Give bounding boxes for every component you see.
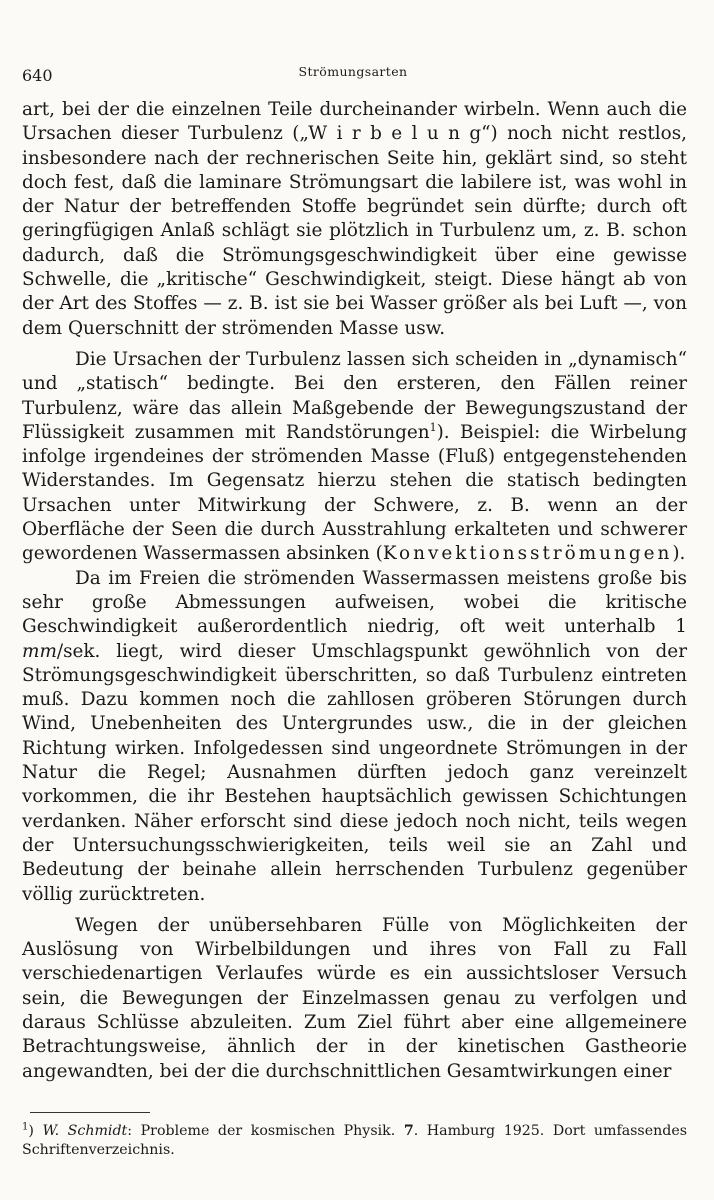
footnote-volume: 7 [403, 1123, 414, 1139]
paragraph-4: Wegen der unübersehbaren Fülle von Möglichkeiten der Auslösung von Wirbelbildungen und ihres von Fall zu Fall verschiedenartigen Verlaufes würde es ein aussichtsloser Versuch sein, die Bewegungen der Einzelmassen genau zu verfolgen und daraus Schlüsse abzuleiten. Zum Ziel führt aber eine allgemeinere Betrachtungsweise, ähnlich der in der kinetischen Gastheorie angewandten, bei der die durchschnittlichen Gesamtwirkungen einer [22, 914, 687, 1082]
paragraph-1: art, bei der die einzelnen Teile durcheinander wirbeln. Wenn auch die Ursachen dieser Turbulenz („W i r b e l u n g“) noch nicht restlos, insbesondere nach der rechnerischen Seite hin, geklärt sind, so steht doch fest, daß die laminare Strömungsart die labilere ist, was wohl in der Natur der betreffenden Stoffe begründet sein dürfte; durch oft geringfügigen Anlaß schlägt sie plötzlich in Turbulenz um, z. B. schon dadurch, daß die Strömungsgeschwindigkeit über eine gewisse Schwelle, die „kritische“ Geschwindigkeit, steigt. Diese hängt ab von der Art des Stoffes — z. B. ist sie bei Wasser größer als bei Luft —, von dem Querschnitt der strömenden Masse usw. [22, 99, 687, 339]
paragraph-2 [22, 348, 687, 567]
page-header [22, 60, 684, 86]
footnote-mark: 1 [22, 1121, 29, 1133]
paragraph-3-text-b: /sek. liegt, wird dieser Umschlagspunkt gewöhnlich von der Strömungsgeschwindigkeit überschritten, so daß Turbulenz eintreten muß. Dazu kommen noch die zahllosen gröberen Störungen durch Wind, Unebenheiten des Untergrundes usw., die in der gleichen Richtung wirken. Infolgedessen sind ungeordnete Strömungen in der Natur die Regel; Ausnahmen dürften jedoch ganz vereinzelt vorkommen, die ihr Bestehen hauptsächlich gewissen Schichtungen verdanken. Näher erforscht sind diese jedoch noch nicht, teils wegen der Untersuchungsschwierigkeiten, teils weil sie an Zahl und Bedeutung der beinahe allein herrschenden Turbulenz gegenüber völlig zurücktreten. [22, 640, 687, 905]
page-number: 640 [22, 66, 53, 85]
paragraph-2-text-c: ). [672, 543, 686, 565]
footnote [22, 1122, 687, 1160]
running-title: Strömungsarten [298, 64, 408, 79]
footnote-mark-close: ) [28, 1123, 34, 1139]
paragraph-2-text-a: Die Ursachen der Turbulenz lassen sich scheiden in „dynamisch“ und „statisch“ bedingte. Bei den ersteren, den Fällen reiner Turbulenz, wäre das allein Maßgebende der Bewegungszustand der Flüssigkeit zusammen mit Randstörungen [22, 348, 687, 443]
unit-mm: mm [22, 640, 57, 662]
footnote-text: : Probleme der kosmischen Physik. [127, 1123, 404, 1139]
spaced-term: Konvektionsströmungen [382, 543, 673, 565]
footnote-rest: . Hamburg 1925. Dort umfassendes Schriftenverzeichnis. [22, 1123, 688, 1158]
footnote-author: W. Schmidt [42, 1123, 128, 1139]
footnote-reference: 1 [429, 420, 437, 434]
paragraph-3-text-a: Da im Freien die strömenden Wassermassen meistens große bis sehr große Abmessungen aufweisen, wobei die kritische Geschwindigkeit außerordentlich niedrig, oft weit unterhalb 1 [22, 567, 687, 638]
footnote-divider [30, 1112, 150, 1113]
body-text [22, 98, 687, 1084]
paragraph-3 [22, 567, 687, 907]
paragraph-2-text-b: ). Beispiel: die Wirbelung infolge irgendeines der strömenden Masse (Fluß) entgegenstehenden Widerstandes. Im Gegensatz hierzu stehen die statisch bedingten Ursachen unter Mitwirkung der Schwere, z. B. wenn an der Oberfläche der Seen die durch Ausstrahlung erkalteten und schwerer gewordenen Wassermassen absinken ( [22, 421, 687, 565]
